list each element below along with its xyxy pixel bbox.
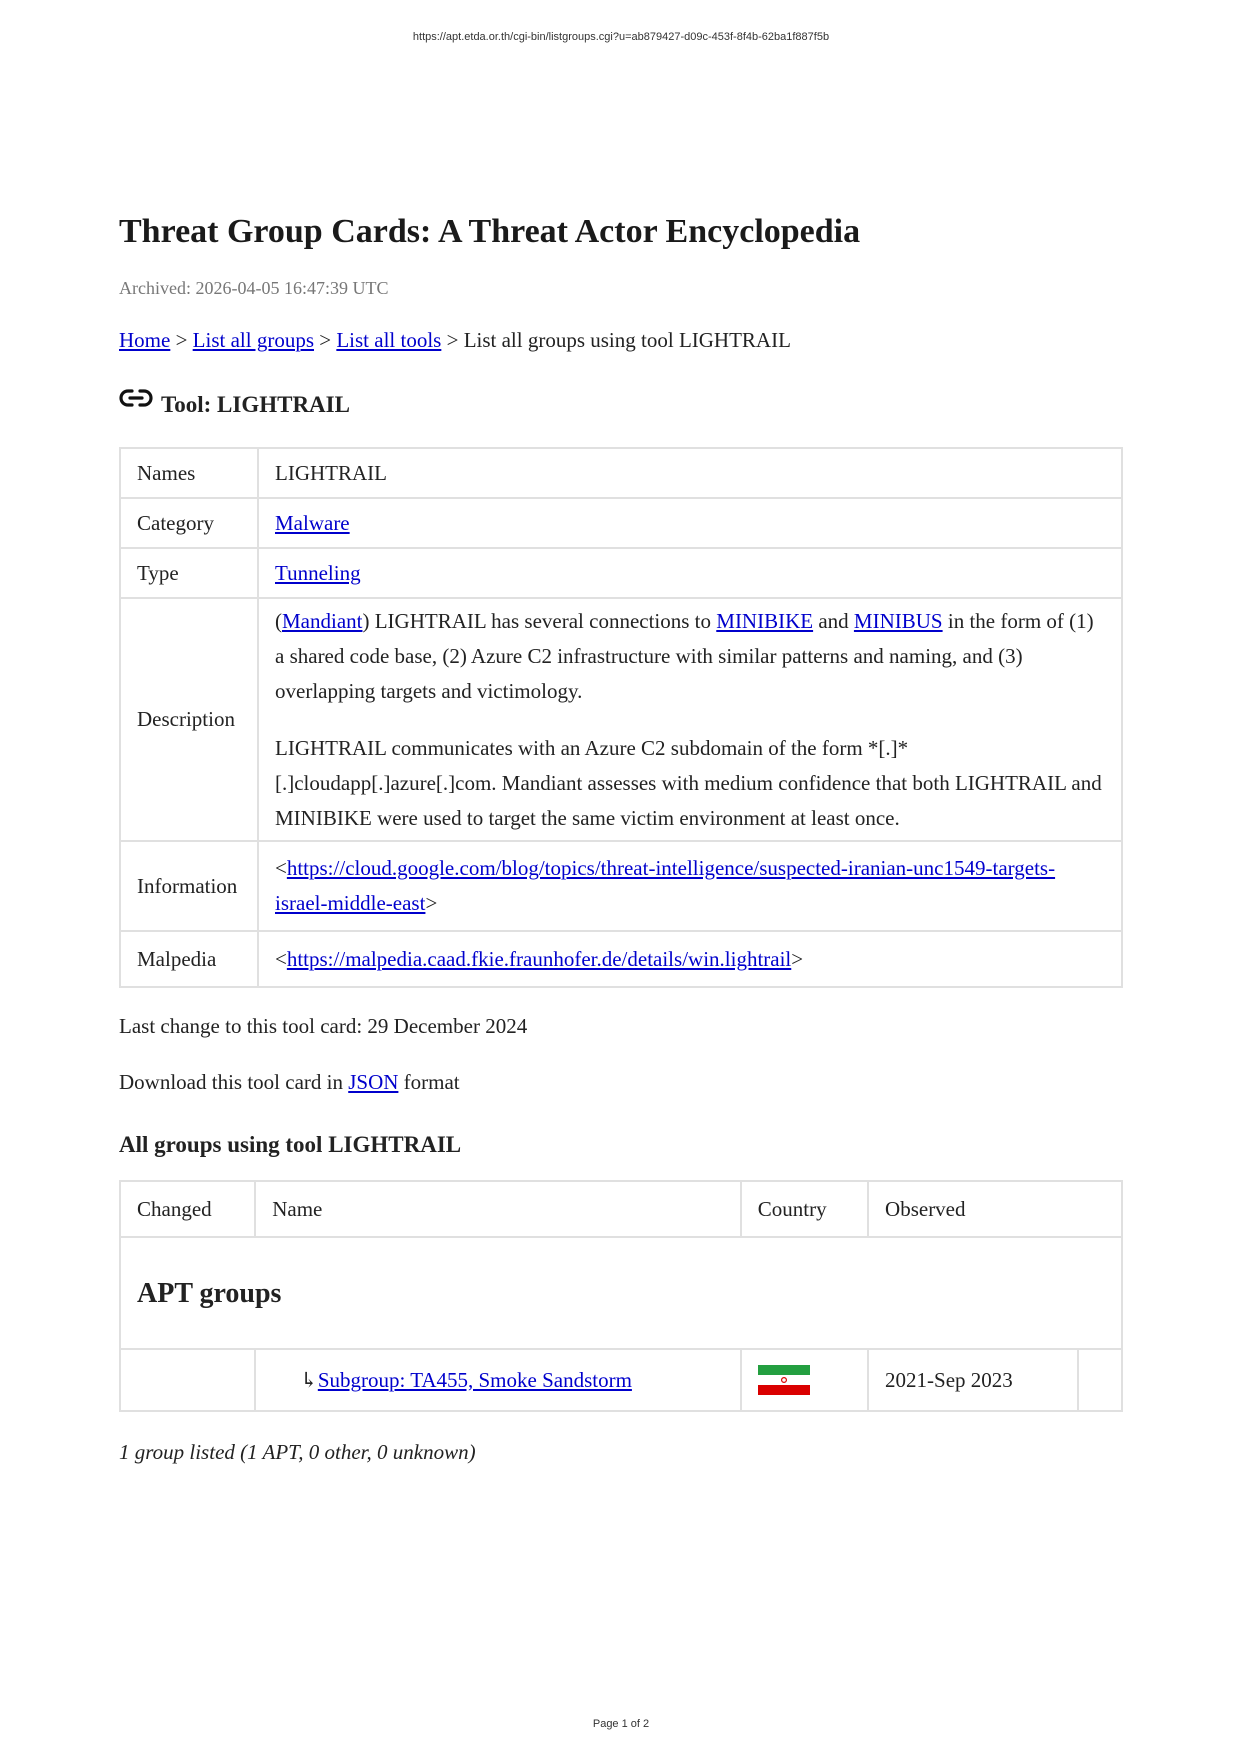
country-cell — [741, 1349, 868, 1411]
groups-summary: 1 group listed (1 APT, 0 other, 0 unknown) — [119, 1440, 476, 1464]
description-paragraph — [275, 604, 1105, 709]
angle-open: < — [275, 856, 287, 880]
description-text: ) LIGHTRAIL has several connections to — [362, 608, 717, 633]
last-change-text: Last change to this tool card: 29 December 2024 — [119, 1014, 528, 1038]
names-label: Names — [120, 448, 258, 498]
malpedia-value — [258, 931, 1122, 987]
groups-heading: All groups using tool LIGHTRAIL — [119, 1132, 462, 1157]
main-content — [119, 210, 1123, 1466]
angle-close: > — [791, 946, 804, 971]
groups-table — [119, 1180, 1123, 1412]
information-link[interactable]: https://cloud.google.com/blog/topics/threat-intelligence/suspected-iranian-unc1549-targets-israel-middle-east — [275, 856, 1056, 915]
column-header-country: Country — [741, 1181, 868, 1237]
breadcrumb-separator: > — [175, 328, 188, 352]
archived-timestamp: Archived: 2026-04-05 16:47:39 UTC — [119, 278, 389, 298]
malpedia-label: Malpedia — [120, 931, 258, 987]
category-link[interactable]: Malware — [275, 510, 350, 535]
observed-cell: 2021-Sep 2023 — [868, 1349, 1078, 1411]
table-row — [120, 931, 1122, 987]
table-header-row — [120, 1181, 1122, 1237]
breadcrumb — [119, 326, 1123, 354]
download-suffix: format — [398, 1070, 460, 1094]
description-text: in the form of (1) a shared code base, (2) Azure C2 infrastructure with similar patterns and naming, and (3) overlapping targets and victimology. — [275, 608, 1094, 703]
minibike-link[interactable]: MINIBIKE — [716, 608, 814, 633]
table-row — [120, 448, 1122, 498]
minibus-link[interactable]: MINIBUS — [853, 608, 943, 633]
print-url-header: https://apt.etda.or.th/cgi-bin/listgroups.cgi?u=ab879427-d09c-453f-8f4b-62ba1f887f5b — [412, 31, 830, 43]
table-row — [120, 841, 1122, 931]
type-label: Type — [120, 548, 258, 598]
download-line — [119, 1068, 1123, 1096]
angle-open: < — [275, 946, 287, 971]
breadcrumb-separator: > — [446, 328, 459, 352]
breadcrumb-list-groups-link[interactable]: List all groups — [192, 328, 314, 352]
category-label: Category — [120, 498, 258, 548]
names-value: LIGHTRAIL — [258, 448, 1122, 498]
column-header-changed: Changed — [120, 1181, 255, 1237]
table-row — [120, 1349, 1122, 1411]
link-icon — [119, 387, 153, 409]
page-number: Page 1 of 2 — [592, 1718, 650, 1730]
download-prefix: Download this tool card in — [119, 1070, 349, 1094]
name-cell — [255, 1349, 741, 1411]
table-row — [120, 548, 1122, 598]
angle-close: > — [425, 891, 438, 915]
breadcrumb-home-link[interactable]: Home — [119, 328, 171, 352]
tool-heading — [119, 387, 1123, 423]
changed-cell — [120, 1349, 255, 1411]
json-download-link[interactable]: JSON — [348, 1070, 399, 1094]
apt-groups-heading: APT groups — [120, 1237, 1122, 1349]
subgroup-arrow-icon: ↳ — [300, 1367, 318, 1392]
group-link[interactable]: Subgroup: TA455, Smoke Sandstorm — [317, 1367, 632, 1392]
section-row — [120, 1237, 1122, 1349]
description-label: Description — [120, 598, 258, 841]
breadcrumb-separator: > — [319, 328, 332, 352]
tool-info-table — [119, 447, 1123, 988]
page-title: Threat Group Cards: A Threat Actor Encyclopedia — [119, 213, 861, 250]
type-link[interactable]: Tunneling — [275, 560, 361, 585]
extra-cell — [1078, 1349, 1122, 1411]
description-text: and — [813, 608, 854, 633]
column-header-observed: Observed — [868, 1181, 1122, 1237]
information-label: Information — [120, 841, 258, 931]
tool-heading-text: Tool: LIGHTRAIL — [161, 392, 350, 417]
column-header-name: Name — [255, 1181, 741, 1237]
description-value — [258, 598, 1122, 841]
table-row — [120, 598, 1122, 841]
table-row — [120, 498, 1122, 548]
information-value — [258, 841, 1122, 931]
mandiant-link[interactable]: Mandiant — [282, 608, 363, 633]
breadcrumb-current: List all groups using tool LIGHTRAIL — [463, 328, 791, 352]
iran-flag-icon — [758, 1365, 810, 1395]
paren-open: ( — [275, 608, 282, 633]
description-paragraph: LIGHTRAIL communicates with an Azure C2 subdomain of the form *[.]*[.]cloudapp[.]azure[.]com. Mandiant assesses with medium confidence that both LIGHTRAIL and MINIBIKE were used to target the same victim environment at least once. — [275, 735, 1102, 830]
breadcrumb-list-tools-link[interactable]: List all tools — [336, 328, 442, 352]
malpedia-link[interactable]: https://malpedia.caad.fkie.fraunhofer.de/details/win.lightrail — [286, 946, 792, 971]
